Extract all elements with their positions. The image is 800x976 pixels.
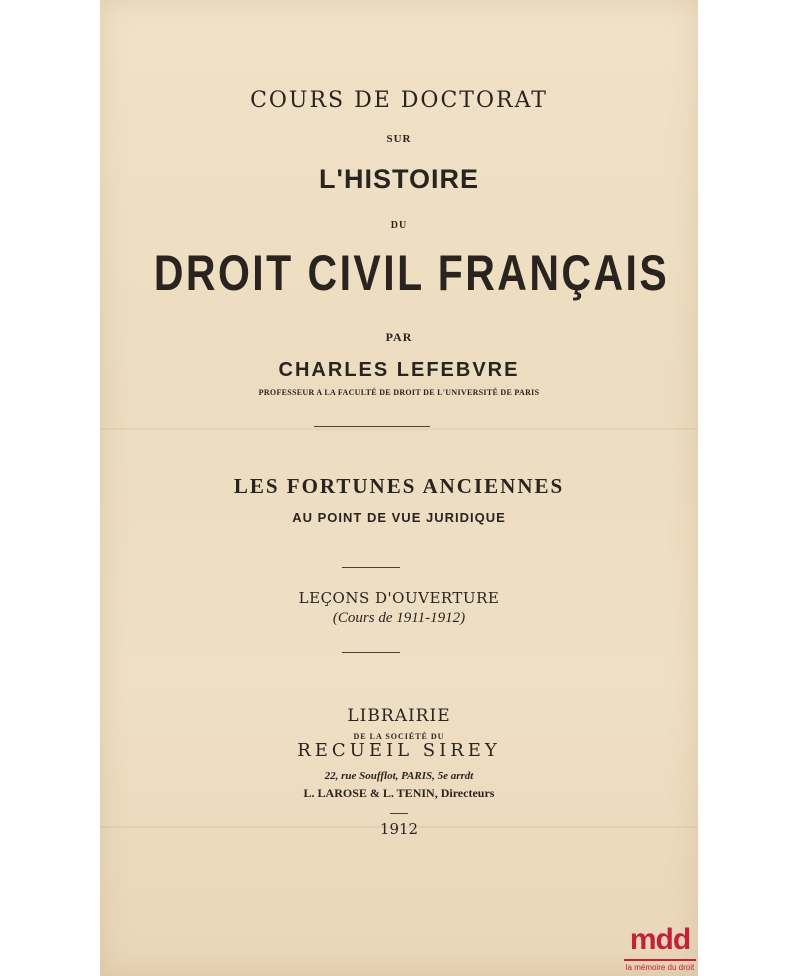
lecons-heading: LEÇONS D'OUVERTURE [298,589,500,607]
sur-word: SUR [386,133,412,145]
publisher-address: 22, rue Soufflot, PARIS, 5e arrdt [324,770,474,782]
work-subtitle: AU POINT DE VUE JURIDIQUE [292,510,506,525]
par-word: PAR [385,330,413,344]
publisher-directors: L. LAROSE & L. TENIN, Directeurs [303,786,495,800]
divider-rule [390,813,408,814]
librairie-label: LIBRAIRIE [347,706,451,726]
author-title: PROFESSEUR A LA FACULTÉ DE DROIT DE L'UNIVERSITÉ DE PARIS [258,388,540,397]
subject-title: DROIT CIVIL FRANÇAIS [153,245,670,301]
course-heading: COURS DE DOCTORAT [250,88,548,113]
author-name: CHARLES LEFEBVRE [278,359,520,381]
societe-label: DE LA SOCIÉTÉ DU [353,732,445,741]
book-title-page [100,0,698,976]
work-title: LES FORTUNES ANCIENNES [233,474,565,498]
course-years: (Cours de 1911-1912) [332,610,466,626]
divider-rule [342,567,400,568]
logo-mark: mdd [629,923,691,956]
histoire-heading: L'HISTOIRE [319,164,479,194]
divider-rule [314,426,430,427]
mdd-logo [620,924,700,976]
divider-rule [342,652,400,653]
logo-bar [624,959,696,961]
page-fold [100,428,698,430]
logo-tagline: la mémoire du droit [625,963,695,972]
publisher-name: RECUEIL SIREY [297,740,501,761]
du-word: DU [390,220,408,231]
publication-year: 1912 [379,820,419,838]
